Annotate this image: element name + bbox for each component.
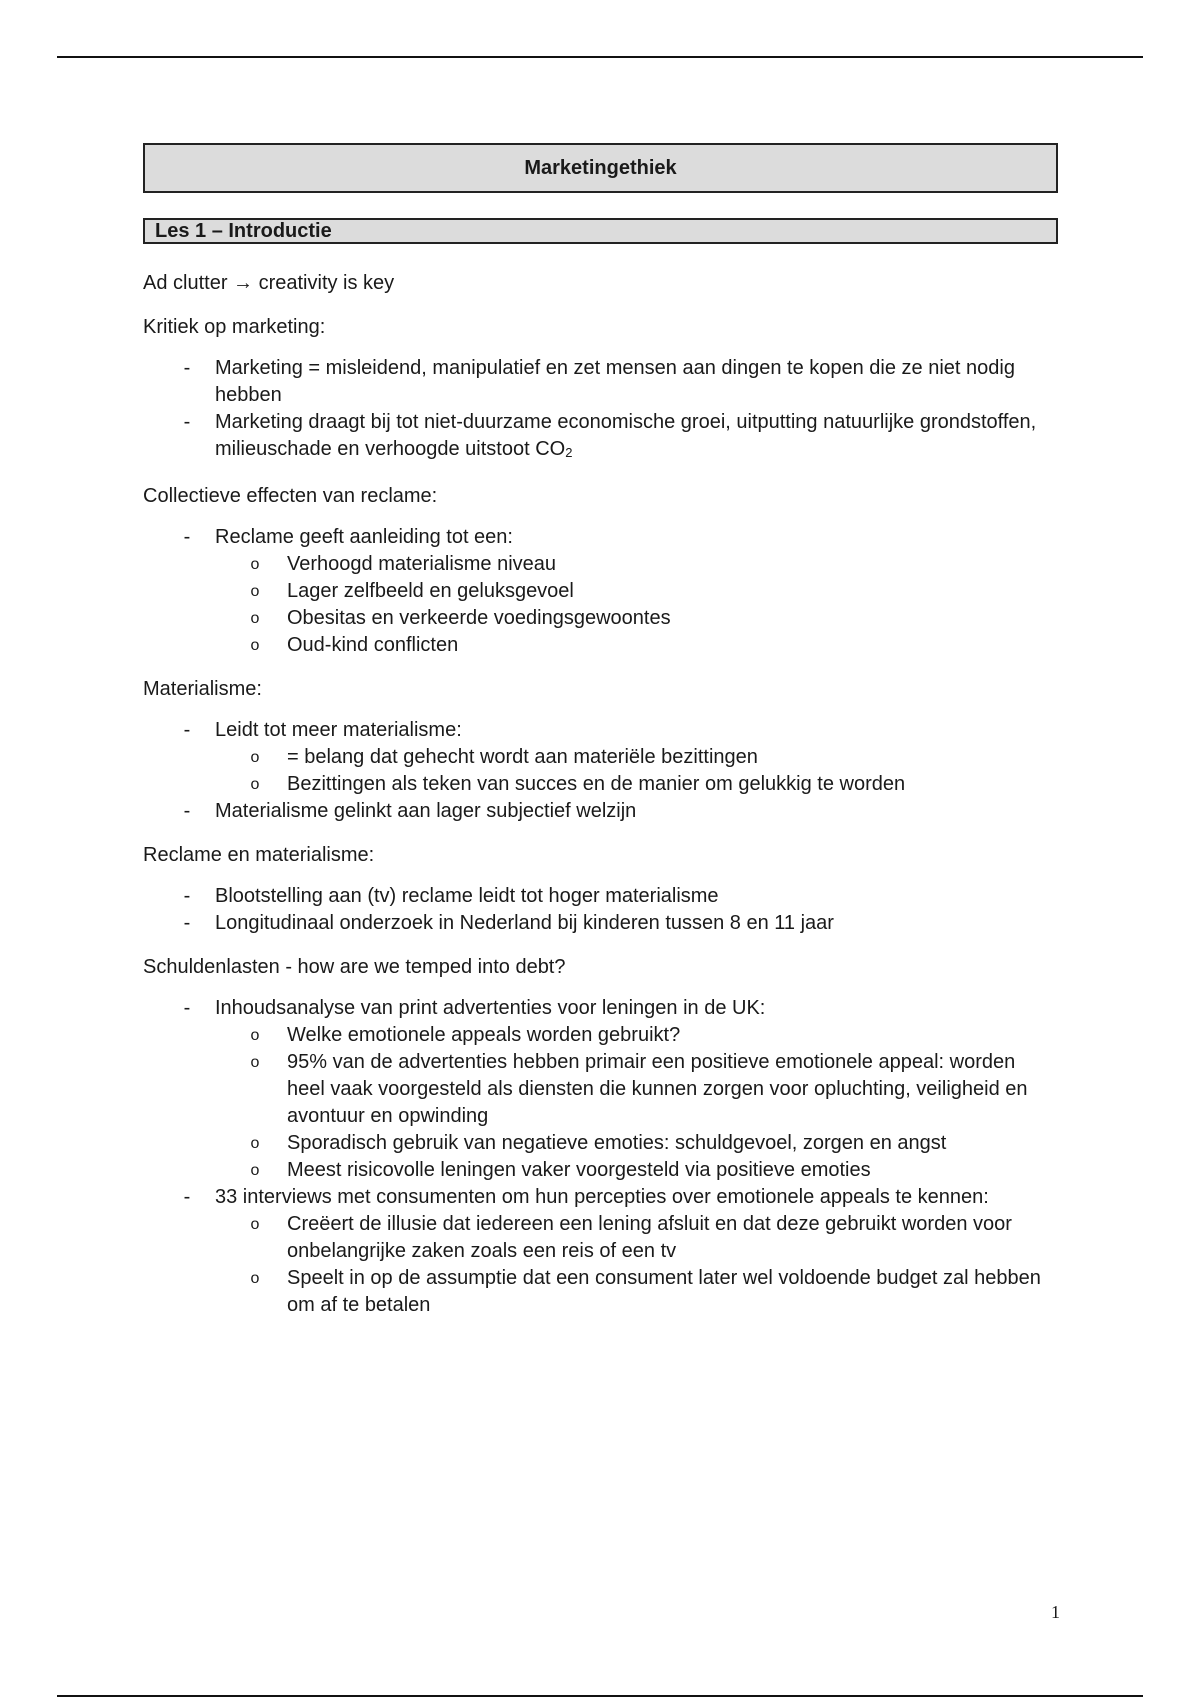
list-item xyxy=(143,910,1058,937)
sublist-materialisme xyxy=(215,744,1058,798)
sublist-interviews xyxy=(215,1211,1058,1319)
sub-item-text: Bezittingen als teken van succes en de manier om gelukkig te worden xyxy=(287,773,906,795)
list-item xyxy=(143,883,1058,910)
circle-bullet: o xyxy=(250,776,260,793)
item-text: Longitudinaal onderzoek in Nederland bij kinderen tussen 8 en 11 jaar xyxy=(215,912,834,934)
item-text: Marketing draagt bij tot niet-duurzame economische groei, uitputting natuurlijke grondstoffen, milieuschade en verhoogde uitstoot CO xyxy=(215,411,1037,460)
heading-kritiek: Kritiek op marketing: xyxy=(143,316,326,338)
dash-bullet: - xyxy=(183,800,191,822)
circle-bullet: o xyxy=(250,1270,260,1287)
sub-list-item xyxy=(215,1211,1058,1265)
dash-bullet: - xyxy=(183,912,191,934)
list-item xyxy=(143,717,1058,798)
sub-list-item xyxy=(215,771,1058,798)
item-text: Inhoudsanalyse van print advertenties voor leningen in de UK: xyxy=(215,997,766,1019)
document-title: Marketingethiek xyxy=(524,156,677,179)
circle-bullet: o xyxy=(250,1027,260,1044)
list-item xyxy=(143,798,1058,825)
list-reclame-materialisme xyxy=(143,883,1058,937)
section-heading: Les 1 – Introductie xyxy=(155,219,332,242)
sub-list-item xyxy=(215,1049,1058,1130)
dash-bullet: - xyxy=(183,357,191,379)
sub-item-text: = belang dat gehecht wordt aan materiële bezittingen xyxy=(287,746,758,768)
circle-bullet: o xyxy=(250,583,260,600)
sub-item-text: 95% van de advertenties hebben primair een positieve emotionele appeal: worden heel vaak voorgesteld als diensten die kunnen zorgen voor opluchting, veiligheid en avontuur en opwinding xyxy=(287,1051,1028,1127)
sub-list-item xyxy=(215,605,1058,632)
list-item xyxy=(143,524,1058,659)
sub-list-item xyxy=(215,578,1058,605)
sub-item-text: Welke emotionele appeals worden gebruikt? xyxy=(287,1024,681,1046)
sub-item-text: Creëert de illusie dat iedereen een lening afsluit en dat deze gebruikt worden voor onbelangrijke zaken zoals een reis of een tv xyxy=(287,1213,1012,1262)
sub-list-item xyxy=(215,1157,1058,1184)
circle-bullet: o xyxy=(250,610,260,627)
item-text: Blootstelling aan (tv) reclame leidt tot hoger materialisme xyxy=(215,885,719,907)
list-materialisme xyxy=(143,717,1058,825)
item-text: Leidt tot meer materialisme: xyxy=(215,719,462,741)
item-text: Marketing = misleidend, manipulatief en zet mensen aan dingen te kopen die ze niet nodig hebben xyxy=(215,357,1015,406)
sub-item-text: Meest risicovolle leningen vaker voorgesteld via positieve emoties xyxy=(287,1159,871,1181)
sub-item-text: Oud-kind conflicten xyxy=(287,634,459,656)
dash-bullet: - xyxy=(183,526,191,548)
header-rule xyxy=(57,56,1143,58)
dash-bullet: - xyxy=(183,719,191,741)
list-item xyxy=(143,355,1058,409)
circle-bullet: o xyxy=(250,637,260,654)
list-collectief xyxy=(143,524,1058,659)
circle-bullet: o xyxy=(250,1054,260,1071)
circle-bullet: o xyxy=(250,749,260,766)
circle-bullet: o xyxy=(250,556,260,573)
page-content xyxy=(143,143,1058,1319)
sublist-inhoudsanalyse xyxy=(215,1022,1058,1184)
list-item xyxy=(143,1184,1058,1319)
section-heading-box xyxy=(143,218,1058,244)
sub-list-item xyxy=(215,551,1058,578)
sub-item-text: Obesitas en verkeerde voedingsgewoontes xyxy=(287,607,671,629)
subscript-2: 2 xyxy=(565,445,573,460)
dash-bullet: - xyxy=(183,1186,191,1208)
sub-item-text: Verhoogd materialisme niveau xyxy=(287,553,557,575)
list-kritiek xyxy=(143,355,1058,466)
footer-rule xyxy=(57,1695,1143,1697)
sub-item-text: Lager zelfbeeld en geluksgevoel xyxy=(287,580,574,602)
item-text: Materialisme gelinkt aan lager subjectief welzijn xyxy=(215,800,637,822)
heading-materialisme: Materialisme: xyxy=(143,678,262,700)
item-text: Reclame geeft aanleiding tot een: xyxy=(215,526,513,548)
item-text: 33 interviews met consumenten om hun percepties over emotionele appeals te kennen: xyxy=(215,1186,989,1208)
circle-bullet: o xyxy=(250,1135,260,1152)
list-schuldenlasten xyxy=(143,995,1058,1319)
sublist-collectief xyxy=(215,551,1058,659)
sub-list-item xyxy=(215,632,1058,659)
list-item xyxy=(143,409,1058,466)
heading-schuldenlasten: Schuldenlasten - how are we temped into debt? xyxy=(143,956,566,978)
heading-collectief: Collectieve effecten van reclame: xyxy=(143,485,438,507)
sub-list-item xyxy=(215,744,1058,771)
paragraph-ad-clutter: Ad clutter → creativity is key xyxy=(143,272,395,294)
sub-list-item xyxy=(215,1022,1058,1049)
sub-item-text: Speelt in op de assumptie dat een consument later wel voldoende budget zal hebben om af te betalen xyxy=(287,1267,1041,1316)
dash-bullet: - xyxy=(183,411,191,433)
sub-item-text: Sporadisch gebruik van negatieve emoties: schuldgevoel, zorgen en angst xyxy=(287,1132,947,1154)
circle-bullet: o xyxy=(250,1216,260,1233)
document-title-box xyxy=(143,143,1058,193)
dash-bullet: - xyxy=(183,997,191,1019)
circle-bullet: o xyxy=(250,1162,260,1179)
heading-reclame-materialisme: Reclame en materialisme: xyxy=(143,844,375,866)
sub-list-item xyxy=(215,1265,1058,1319)
list-item xyxy=(143,995,1058,1184)
sub-list-item xyxy=(215,1130,1058,1157)
dash-bullet: - xyxy=(183,885,191,907)
page-number: 1 xyxy=(1051,1602,1060,1622)
